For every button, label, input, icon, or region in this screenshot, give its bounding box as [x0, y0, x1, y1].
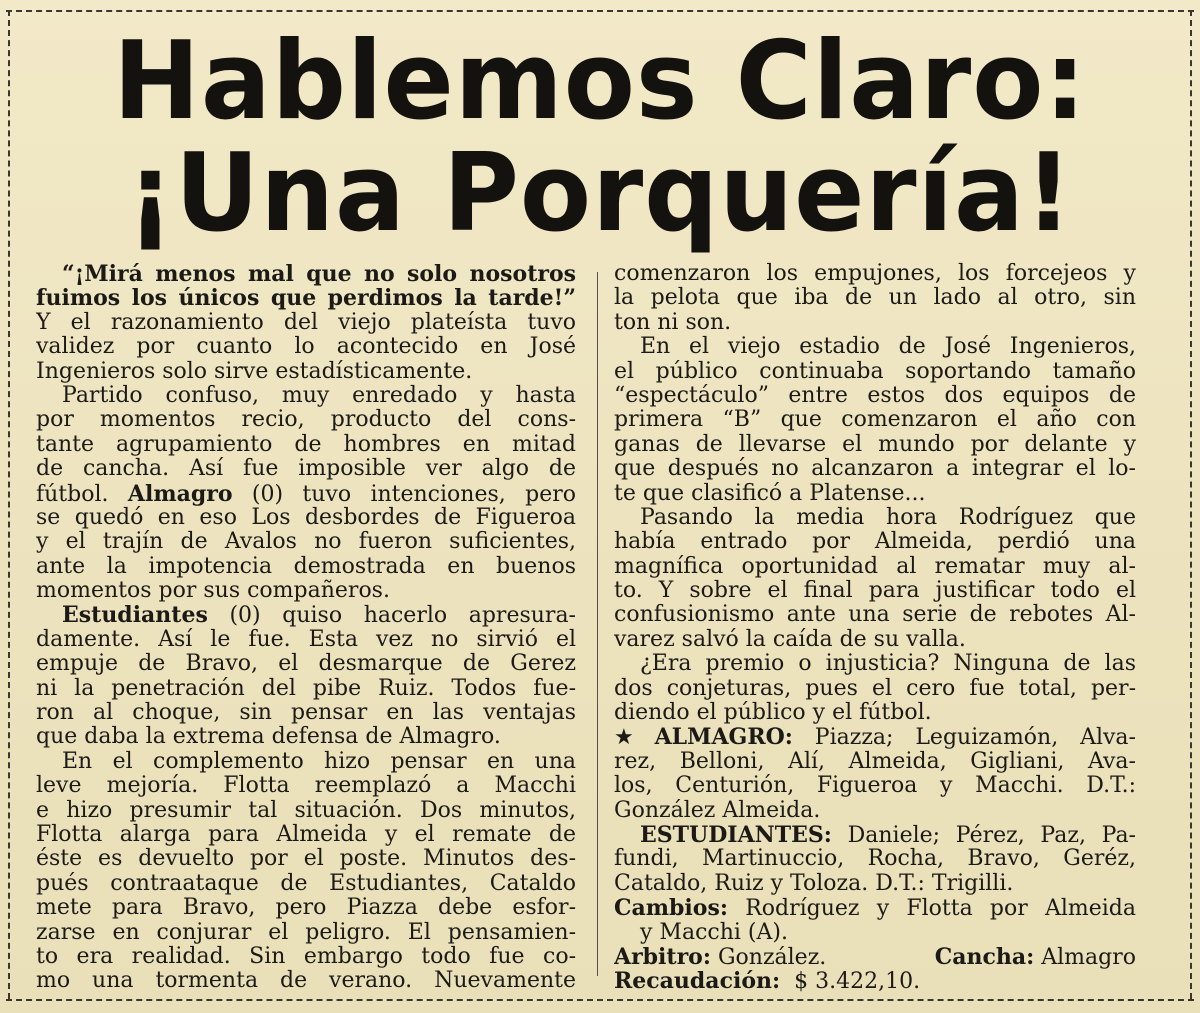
article-line — [614, 408, 1136, 432]
article-line — [36, 482, 576, 506]
article-line — [36, 628, 576, 652]
dashed-border-top — [6, 10, 1194, 12]
article-line — [614, 555, 1136, 579]
text-segment: “espectáculo” entre estos dos equipos de — [614, 383, 1136, 408]
article-line — [36, 408, 576, 432]
article-line — [36, 262, 576, 286]
article-line — [36, 311, 576, 335]
article-line — [36, 921, 576, 945]
text-segment: de cancha. Así fue imposible ver algo de — [36, 457, 576, 482]
article-line — [36, 360, 576, 384]
venue-label: Cancha: — [934, 944, 1035, 970]
headline-line-2: ¡Una Porquería! — [126, 131, 1074, 256]
text-segment: validez por cuanto lo acontecido en José — [36, 335, 576, 360]
text-segment: había entrado por Almeida, perdió una — [614, 530, 1136, 555]
article-line — [36, 677, 576, 701]
text-segment: te que clasificó a Platense... — [614, 481, 926, 506]
text-segment: leve mejoría. Flotta reemplazó a Macchi — [36, 774, 576, 799]
dashed-border-right — [1190, 10, 1192, 999]
text-segment: el público continuaba soportando tamaño — [614, 359, 1136, 384]
article-line — [36, 969, 576, 993]
lineup-estudiantes-text: Daniele; Pérez, Paz, Pa- — [847, 822, 1136, 848]
article-line — [614, 652, 1136, 676]
text-segment: momentos por sus compañeros. — [36, 579, 390, 604]
article-left-column — [36, 262, 576, 994]
text-segment: (0) tuvo intenciones, pero — [232, 481, 576, 506]
text-segment: confusionismo ante una serie de rebotes Al- — [614, 603, 1136, 628]
article-line — [36, 433, 576, 457]
text-segment: e hizo presumir tal situación. Dos minutos, — [36, 798, 576, 823]
star-icon: ★ — [614, 725, 649, 750]
text-segment: Y el razonamiento del viejo plateísta tuvo — [36, 310, 576, 335]
article-line — [614, 603, 1136, 627]
article-line — [614, 335, 1136, 359]
lineup-estudiantes-line: fundi, Martinuccio, Rocha, Bravo, Geréz, — [614, 847, 1136, 872]
article-line — [36, 506, 576, 530]
text-segment: magnífica oportunidad al rematar muy al- — [614, 554, 1136, 579]
text-segment: to era realidad. Sin embargo todo fue co- — [36, 944, 576, 969]
article-line — [36, 652, 576, 676]
text-segment: que después no alcanzaron a integrar el lo- — [614, 457, 1136, 482]
text-segment: diendo el público y el fútbol. — [614, 701, 932, 726]
text-segment: fútbol. — [36, 481, 128, 506]
venue-value: Almagro — [1041, 944, 1136, 970]
headline-line-1: Hablemos Claro: — [113, 19, 1087, 144]
article-line — [614, 579, 1136, 603]
text-segment: ni la penetración del pibe Ruiz. Todos fue- — [36, 676, 576, 701]
lineup-almagro-text: Piazza; Leguizamón, Alva- — [814, 725, 1136, 750]
lineups — [614, 725, 1136, 993]
team-name: Almagro — [127, 481, 233, 506]
text-segment: se quedó en eso Los desbordes de Figueroa — [36, 505, 576, 530]
text-segment: mo una tormenta de verano. Nuevamente — [36, 969, 576, 994]
text-segment: fuimos los únicos que perdimos la tarde!” — [36, 286, 576, 311]
referee-venue-line — [614, 945, 1136, 969]
column-divider — [597, 272, 598, 976]
text-segment: ¿Era premio o injusticia? Ninguna de las — [640, 652, 1136, 677]
substitutions-text: Rodríguez y Flotta por Almeida — [745, 896, 1136, 921]
article-line — [36, 457, 576, 481]
lineup-almagro-line — [614, 725, 1136, 749]
article-line — [614, 262, 1136, 286]
gate-receipts-line — [614, 969, 1136, 993]
gate-receipts-value: $ 3.422,10. — [794, 969, 921, 994]
lineup-almagro-line: González Almeida. — [614, 798, 821, 823]
text-segment: por momentos recio, producto del cons- — [36, 408, 576, 433]
text-segment: y el trajín de Avalos no fueron suficientes, — [36, 530, 576, 555]
referee-label: Arbitro: — [614, 944, 711, 970]
article-line — [36, 896, 576, 920]
article-line — [36, 603, 576, 627]
article-line — [614, 677, 1136, 701]
article-line — [36, 384, 576, 408]
text-segment: damente. Así le fue. Esta vez no sirvió el — [36, 627, 576, 652]
article-line — [36, 750, 576, 774]
text-segment: pués contraataque de Estudiantes, Cataldo — [36, 871, 576, 896]
article-line — [36, 335, 576, 359]
right-column-body — [614, 262, 1136, 725]
text-segment: (0) quiso hacerlo apresura- — [207, 603, 576, 628]
text-segment: En el viejo estadio de José Ingenieros, — [640, 335, 1136, 360]
article-line — [614, 482, 1136, 506]
referee-value: González. — [717, 944, 827, 970]
lineup-almagro-label: ALMAGRO: — [654, 725, 793, 750]
substitutions-line: y Macchi (A). — [640, 920, 788, 945]
text-segment: éste es devuelto por el poste. Minutos des- — [36, 847, 576, 872]
article-right-column — [614, 262, 1136, 994]
lineup-estudiantes-line: Cataldo, Ruiz y Toloza. D.T.: Trigilli. — [614, 871, 1014, 896]
article-line — [36, 701, 576, 725]
text-segment: Pasando la media hora Rodríguez que — [640, 505, 1136, 530]
text-segment: mete para Bravo, pero Piazza debe esfor- — [36, 896, 576, 921]
text-segment: comenzaron los empujones, los forcejeos y — [614, 262, 1136, 286]
article-line — [36, 847, 576, 871]
text-segment: la pelota que iba de un lado al otro, sin — [614, 286, 1136, 311]
text-segment: Ingenieros solo sirve estadísticamente. — [36, 359, 473, 384]
lineup-estudiantes-line — [614, 823, 1136, 847]
dashed-border-bottom — [6, 999, 1194, 1001]
text-segment: ante la impotencia demostrada en buenos — [36, 554, 576, 579]
text-segment: ton ni son. — [614, 310, 732, 335]
article-line — [614, 506, 1136, 530]
article-line — [36, 286, 576, 310]
team-name: Estudiantes — [62, 603, 208, 628]
text-segment: to. Y sobre el final para justificar todo el — [614, 579, 1136, 604]
text-segment: primera “B” que comenzaron el año con — [614, 408, 1136, 433]
gate-receipts-label: Recaudación: — [614, 969, 781, 994]
substitutions-line — [614, 896, 1136, 920]
text-segment: ganas de llevarse el mundo por delante y — [614, 432, 1136, 457]
article-line — [36, 799, 576, 823]
article-line — [36, 579, 576, 603]
text-segment: tante agrupamiento de hombres en mitad — [36, 432, 576, 457]
article-line — [614, 384, 1136, 408]
text-segment: En el complemento hizo pensar en una — [62, 749, 576, 774]
dashed-border-left — [8, 10, 10, 999]
article-line — [36, 823, 576, 847]
article-line — [614, 433, 1136, 457]
text-segment: zarse en conjurar el peligro. El pensamien- — [36, 920, 576, 945]
article-line — [36, 945, 576, 969]
article-line — [614, 360, 1136, 384]
article-line — [614, 701, 1136, 725]
article-line — [614, 286, 1136, 310]
text-segment: varez salvó la caída de su valla. — [614, 627, 966, 652]
text-segment: empuje de Bravo, el desmarque de Gerez — [36, 652, 576, 677]
text-segment: dos conjeturas, pues el cero fue total, per- — [614, 676, 1136, 701]
article-line — [36, 530, 576, 554]
text-segment: que daba la extrema defensa de Almagro. — [36, 725, 501, 750]
article-line — [36, 774, 576, 798]
article-line — [614, 457, 1136, 481]
substitutions-label: Cambios: — [614, 896, 728, 921]
article-line — [36, 555, 576, 579]
text-segment: “¡Mirá menos mal que no solo nosotros — [62, 262, 576, 287]
article-line — [36, 725, 576, 749]
text-segment: Flotta alarga para Almeida y el remate de — [36, 822, 576, 847]
headline — [20, 19, 1180, 256]
lineup-estudiantes-label: ESTUDIANTES: — [640, 822, 832, 848]
venue — [935, 945, 1136, 969]
referee — [614, 945, 826, 969]
text-segment: Partido confuso, muy enredado y hasta — [62, 383, 576, 408]
lineup-almagro-line: los, Centurión, Figueroa y Macchi. D.T.: — [614, 774, 1136, 799]
text-segment: ron al choque, sin pensar en las ventajas — [36, 701, 576, 726]
article-line — [614, 530, 1136, 554]
lineup-almagro-line: rez, Belloni, Alí, Almeida, Gigliani, Ava- — [614, 749, 1136, 774]
article-line — [614, 628, 1136, 652]
article-line — [36, 872, 576, 896]
article-line — [614, 311, 1136, 335]
